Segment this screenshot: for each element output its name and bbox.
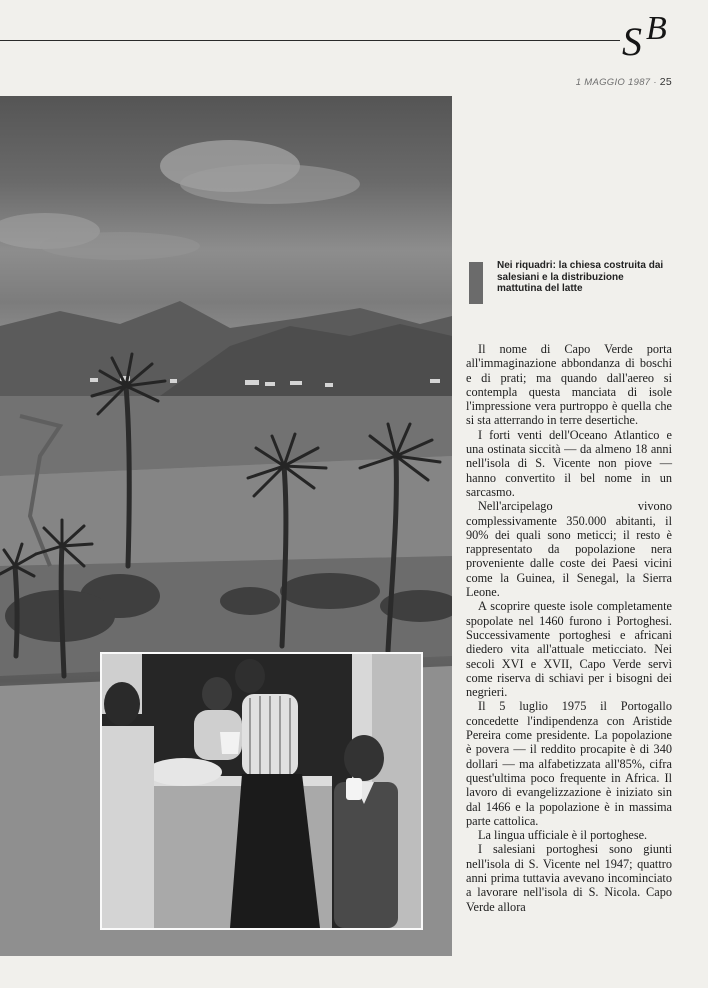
inset-photo-milk-distribution xyxy=(100,652,423,930)
magazine-logo xyxy=(622,8,682,64)
issue-date: 1 MAGGIO 1987 xyxy=(575,77,651,88)
inset-photo-frame xyxy=(102,654,421,928)
article-body xyxy=(466,342,672,914)
photo-caption: Nei riquadri: la chiesa costruita dai salesiani e la distribuzione mattutina del latte xyxy=(497,260,664,295)
article-paragraph: Il nome di Capo Verde porta all'immaginazione abbondanza di boschi e di prati; ma quando dall'aereo si contempla questa manciata di isole l'impressione vera purtroppo è quella che si sta atterrando in terre desertiche. xyxy=(466,342,672,428)
logo-letter-s: S xyxy=(622,19,642,64)
running-head xyxy=(576,76,672,88)
page-number: 25 xyxy=(659,76,672,88)
article-paragraph: Nell'arcipelago vivono complessivamente 350.000 abitanti, il 90% dei quali sono meticci; il resto è rappresentato da popolazione nera proveniente dalle coste dei Paesi vicini come la Guinea, il Senegal, la Sierra Leone. xyxy=(466,499,672,600)
article-paragraph: I forti venti dell'Oceano Atlantico e una ostinata siccità — da almeno 18 anni nell'isola di S. Vicente non piove — hanno convertito il bel nome in un sarcasmo. xyxy=(466,427,672,499)
header-rule xyxy=(0,40,620,41)
article-paragraph: A scoprire queste isole completamente spopolate nel 1460 furono i Portoghesi. Successivamente portoghesi e africani diedero vita all'attuale meticciato. Nei secoli XVI e XVII, Capo Verde servì come riserva di schiavi per i bisogni dei negrieri. xyxy=(466,599,672,700)
running-head-separator: · xyxy=(650,77,660,88)
caption-marker xyxy=(469,262,483,304)
article-paragraph: La lingua ufficiale è il portoghese. xyxy=(478,828,648,843)
article-paragraph: I salesiani portoghesi sono giunti nell'isola di S. Vicente nel 1947; quattro anni prima tuttavia avevano incominciato a lavorare nell'isola di S. Nicola. Capo Verde allora xyxy=(466,842,672,914)
article-paragraph: Il 5 luglio 1975 il Portogallo concedette l'indipendenza con Aristide Pereira come presidente. La popolazione è povera — il reddito procapite è di 340 dollari — ma alfabetizzata all'85%, cifra quest'ultima poco frequente in Africa. Il lavoro di evangelizzazione è iniziato sin dal 1466 e la popolazione è in massima parte cattolica. xyxy=(466,699,672,828)
logo-letter-b: B xyxy=(646,10,667,47)
milk-distribution-illustration xyxy=(102,654,421,928)
